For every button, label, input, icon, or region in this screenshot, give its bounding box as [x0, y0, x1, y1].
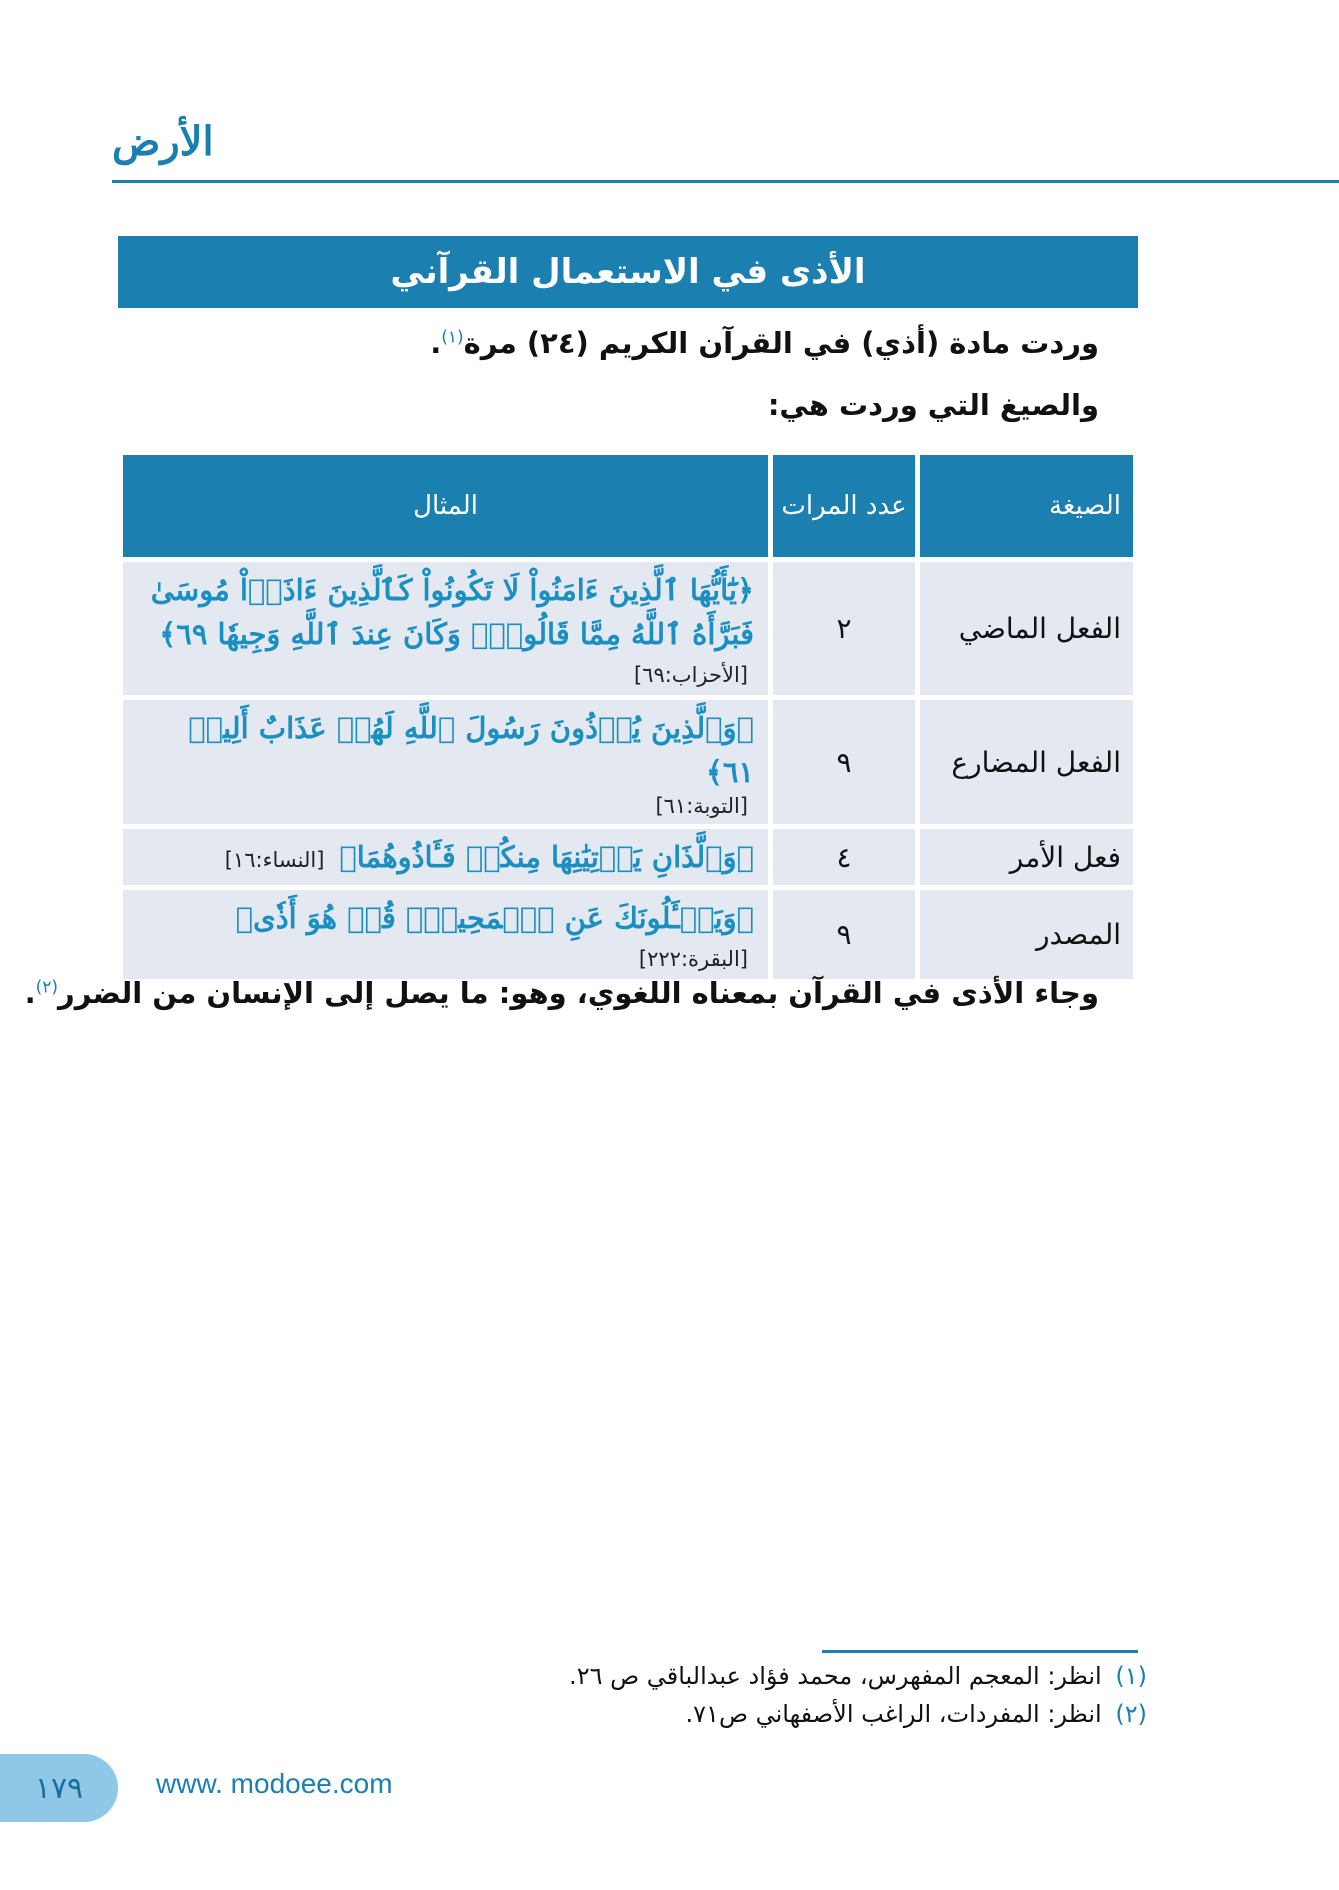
forms-table	[118, 450, 1138, 984]
verse-reference: [التوبة:٦١]	[655, 794, 748, 818]
example-cell	[123, 829, 768, 885]
example-cell	[123, 890, 768, 979]
footnote-ref-1[interactable]: (١)	[441, 327, 464, 348]
footnote-1	[569, 1662, 1147, 1690]
paragraph-end: .	[430, 326, 442, 360]
header-count: عدد المرات	[773, 455, 915, 557]
page-number: ١٧٩	[0, 1754, 118, 1822]
paragraph-meaning-text: وجاء الأذى في القرآن بمعناه اللغوي، وهو: ما يصل إلى الإنسان من الضرر	[58, 976, 1099, 1010]
footnote-text: انظر: المفردات، الراغب الأصفهاني ص٧١.	[685, 1700, 1102, 1728]
paragraph-end: .	[24, 976, 36, 1010]
footnote-separator	[822, 1650, 1138, 1653]
form-cell: المصدر	[920, 890, 1133, 979]
table-row	[123, 890, 1133, 979]
form-cell: الفعل الماضي	[920, 562, 1133, 695]
header-rule	[112, 180, 1339, 183]
count-cell: ٤	[773, 829, 915, 885]
footnote-number: (٢)	[1115, 1700, 1147, 1728]
count-cell: ٩	[773, 700, 915, 824]
example-cell	[123, 700, 768, 824]
paragraph-occurrences	[430, 326, 1099, 360]
footnote-2	[686, 1700, 1147, 1728]
paragraph-forms-intro: والصيغ التي وردت هي:	[767, 388, 1099, 422]
paragraph-occurrences-text: وردت مادة (أذي) في القرآن الكريم (٢٤) مرة	[463, 326, 1099, 360]
form-cell: الفعل المضارع	[920, 700, 1133, 824]
footnote-number: (١)	[1115, 1662, 1147, 1690]
verse-text: ﴿وَيَسۡـَٔلُونَكَ عَنِ ٱلۡمَحِيضِۖ قُلۡ هُوَ أَذٗى﴾	[235, 901, 754, 935]
verse-text: ﴿وَٱلَّذَانِ يَأۡتِيَٰنِهَا مِنكُمۡ فَـَٔاذُوهُمَا﴾	[339, 840, 754, 874]
header-form: الصيغة	[920, 455, 1133, 557]
verse-reference: [البقرة:٢٢٢]	[638, 947, 748, 971]
footnote-ref-2[interactable]: (٢)	[35, 977, 59, 998]
form-cell: فعل الأمر	[920, 829, 1133, 885]
table-header-row	[123, 455, 1133, 557]
example-cell	[123, 562, 768, 695]
table-row	[123, 829, 1133, 885]
paragraph-meaning	[25, 976, 1099, 1010]
verse-reference: [النساء:١٦]	[224, 848, 325, 872]
verse-text: ﴿يَٰٓأَيُّهَا ٱلَّذِينَ ءَامَنُواْ لَا تَكُونُواْ كَٱلَّذِينَ ءَاذَوۡاْ مُوسَىٰ فَبَرَّأَهُ ٱللَّهُ مِمَّا قَالُواْۚ وَكَانَ عِندَ ٱللَّهِ وَجِيهٗا ٦٩﴾	[150, 573, 754, 651]
website-link[interactable]: www. modoee.com	[156, 1768, 393, 1799]
verse-reference: [الأحزاب:٦٩]	[633, 663, 748, 687]
count-cell: ٢	[773, 562, 915, 695]
count-cell: ٩	[773, 890, 915, 979]
table-row	[123, 562, 1133, 695]
header-title: الأرض	[112, 118, 214, 165]
table-row	[123, 700, 1133, 824]
verse-text: ﴿وَٱلَّذِينَ يُؤۡذُونَ رَسُولَ ٱللَّهِ لَهُمۡ عَذَابٌ أَلِيمٞ ٦١﴾	[188, 711, 754, 789]
section-title: الأذى في الاستعمال القرآني	[118, 236, 1138, 308]
footnote-text: انظر: المعجم المفهرس، محمد فؤاد عبدالباقي ص ٢٦.	[569, 1662, 1102, 1690]
header-example: المثال	[123, 455, 768, 557]
